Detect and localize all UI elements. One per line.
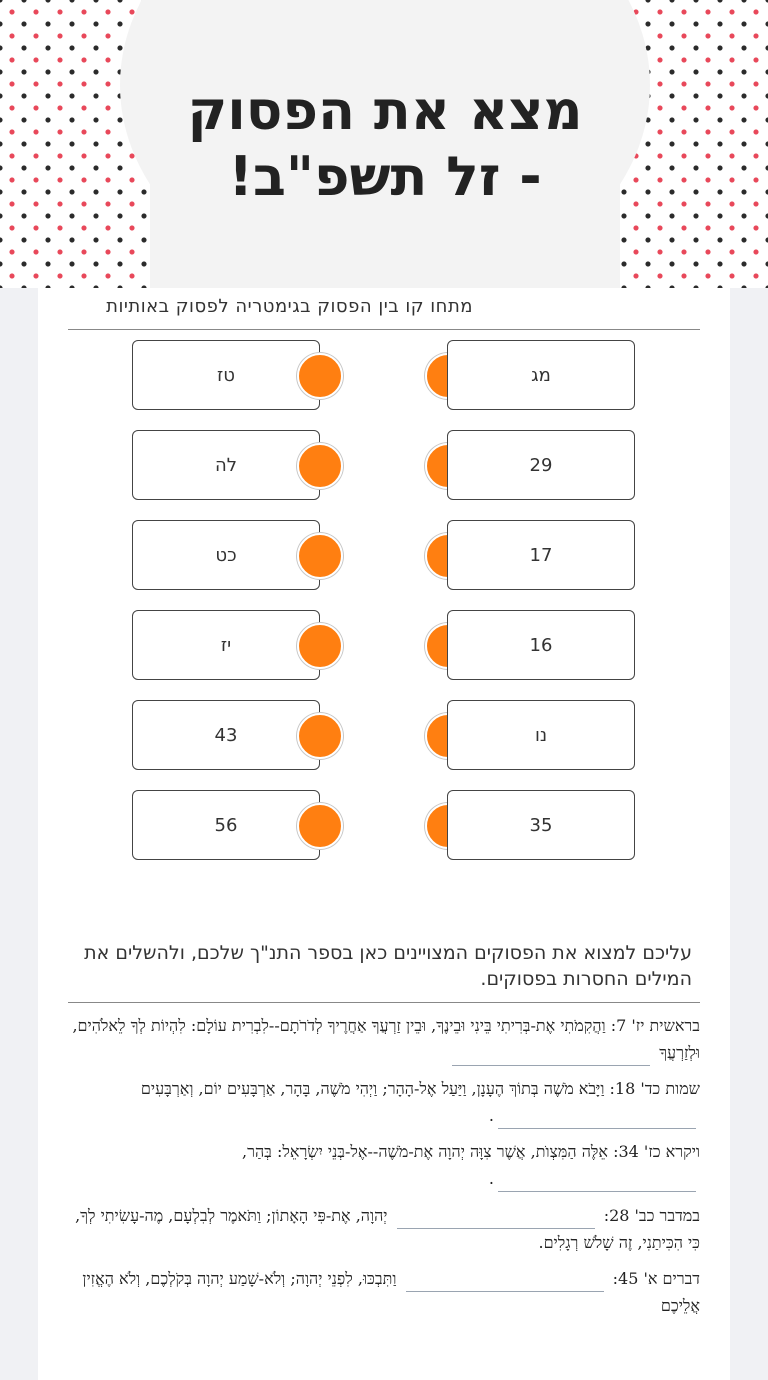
match-left-dot[interactable] <box>297 443 343 489</box>
match-left-box: 43 <box>132 700 320 770</box>
verse-text: ויקרא כז' 34: אֵלֶּה הַמִּצְוֺת, אֲשֶׁר צִוָּה יְהוָה אֶת-מֹשֶׁה--אֶל-בְּנֵי יִשְׂרָאֵל: בְּהַר, <box>242 1142 700 1161</box>
match-right-box: מג <box>447 340 635 410</box>
verse-text: שמות כד' 18: וַיָּבֹא מֹשֶׁה בְּתוֹךְ הֶעָנָן, וַיַּעַל אֶל-הָהָר; וַיְהִי מֹשֶׁה, בָּהָר, אַרְבָּעִים יוֹם, וְאַרְבָּעִים <box>140 1079 700 1098</box>
answer-blank[interactable] <box>406 1271 604 1292</box>
fill-instruction: עליכם למצוא את הפסוקים המצויינים כאן בספר התנ"ך שלכם, ולהשלים את המילים החסרות בפסוקים. <box>84 942 692 990</box>
verse-text: וַתִּבְכּוּ, לִפְנֵי יְהוָה; וְלֹא-שָׁמַע יְהוָה בְּקֹלְכֶם, וְלֹא הֶאֱזִין אֲלֵיכֶם <box>82 1269 700 1315</box>
answer-blank[interactable] <box>452 1045 650 1066</box>
verse-item <box>68 1075 700 1129</box>
verse-text: יְהוָה, אֶת-פִּי הָאָתוֹן; וַתֹּאמֶר לְבִלְעָם, מֶה-עָשִׂיתִי לְךָ, כִּי הִכִּיתַנִי, זֶה שָׁלֹשׁ רְגָלִים. <box>75 1206 700 1252</box>
match-left-dot[interactable] <box>297 713 343 759</box>
match-left-dot[interactable] <box>297 803 343 849</box>
verse-text-end: . <box>488 1169 494 1188</box>
page-title <box>150 78 620 210</box>
match-right-box: 16 <box>447 610 635 680</box>
verse-reference: במדבר כב' 28: <box>603 1206 700 1225</box>
match-left-box: לה <box>132 430 320 500</box>
match-left-box: טז <box>132 340 320 410</box>
matching-instruction: מתחו קו בין הפסוק בגימטריה לפסוק באותיות <box>106 296 473 317</box>
match-left-dot[interactable] <box>297 353 343 399</box>
verse-text-end: . <box>488 1106 494 1125</box>
divider <box>68 329 700 330</box>
match-left-dot[interactable] <box>297 623 343 669</box>
answer-blank[interactable] <box>498 1108 696 1129</box>
match-right-box: 35 <box>447 790 635 860</box>
verse-item <box>68 1202 700 1256</box>
match-left-box: יז <box>132 610 320 680</box>
match-right-box: 17 <box>447 520 635 590</box>
match-left-box: 56 <box>132 790 320 860</box>
verse-item <box>68 1012 700 1066</box>
page-title-line2: - זל תשפ"ב! <box>228 145 542 208</box>
verse-reference: דברים א' 45: <box>612 1269 700 1288</box>
verse-text: בראשית יז' 7: וַהֲקִמֹתִי אֶת-בְּרִיתִי בֵּינִי וּבֵינֶךָ, וּבֵין זַרְעֲךָ אַחֲרֶיךָ לְדֹרֹתָם--לִבְרִית עוֹלָם: לִהְיוֹת לְךָ לֵאלֹהִים, וּלְזַרְעֲךָ <box>72 1016 700 1062</box>
answer-blank[interactable] <box>498 1171 696 1192</box>
answer-blank[interactable] <box>397 1208 595 1229</box>
match-left-dot[interactable] <box>297 533 343 579</box>
match-left-box: כט <box>132 520 320 590</box>
divider <box>68 1002 700 1003</box>
header-banner <box>0 0 768 288</box>
verse-item <box>68 1138 700 1192</box>
match-right-box: נו <box>447 700 635 770</box>
match-right-box: 29 <box>447 430 635 500</box>
page-title-line1: מצא את הפסוק <box>187 79 583 142</box>
verse-item <box>68 1265 700 1319</box>
